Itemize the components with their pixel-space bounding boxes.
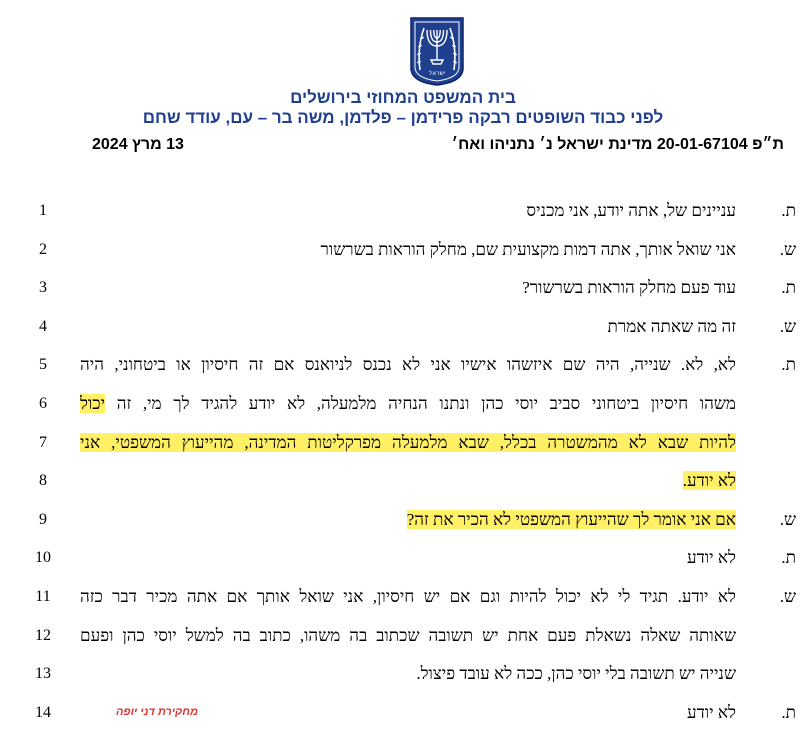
text-segment: אני שואל אותך, אתה דמות מקצועית שם, מחלק הוראות בשרשור [320, 239, 736, 259]
line-text [80, 659, 736, 689]
line-text [80, 350, 736, 380]
judges-panel: לפני כבוד השופטים רבקה פרידמן – פלדמן, משה בר – עם, עודד שחם [142, 108, 664, 127]
text-segment: לא, לא. שנייה, היה שם איזשהו אישיו אני לא נכנס לניואנס אם זה חיסיון או ביטחוני, היה [80, 355, 736, 375]
text-segment: שאותה שאלה נשאלת פעם אחת יש תשובה שכתוב בה משהו, כתוב בה למשל יוסי כהן ופעם [80, 625, 736, 645]
line-text [80, 505, 736, 535]
line-number: 9 [39, 510, 47, 528]
line-number: 5 [39, 356, 47, 374]
emblem-text: ישראל [428, 70, 446, 77]
line-text [80, 312, 736, 342]
line-number: 13 [35, 665, 51, 683]
line-number: 7 [39, 433, 47, 451]
text-segment: משהו חיסיון ביטחוני סביב יוסי כהן ונתנו הנחיה מלמעלה, לא יודע להגיד לך מי, זה [105, 394, 736, 413]
speaker-label: ת. [781, 702, 796, 722]
text-segment: לא יודע [686, 548, 736, 568]
transcript-line [0, 428, 806, 458]
line-number: 11 [35, 588, 51, 605]
text-segment: עוד פעם מחלק הוראות בשרשור? [522, 278, 736, 298]
text-segment: שנייה יש תשובה בלי יוסי כהן, ככה לא עובד פיצול. [416, 664, 736, 684]
transcript-line [0, 389, 806, 419]
transcript-line [0, 196, 806, 226]
speaker-label: ש. [779, 316, 796, 336]
line-text [80, 543, 736, 573]
speaker-label: ת. [781, 548, 796, 568]
transcript-line [0, 235, 806, 265]
text-segment: זה מה שאתה אמרת [607, 316, 736, 336]
line-number: 14 [35, 703, 51, 721]
speaker-label: ש. [779, 239, 796, 259]
speaker-label: ש. [779, 509, 796, 529]
transcript-line [0, 312, 806, 342]
line-number: 3 [39, 279, 47, 297]
text-segment: לא יודע. תגיד לי לא יכול להיות וגם אם יש חיסיון, אני שואל אותך אם אתה מכיר דבר כזה [80, 587, 736, 606]
transcript-line [0, 466, 806, 496]
line-text [80, 466, 736, 496]
case-number: ת״פ 20-01-67104 מדינת ישראל נ׳ נתניהו ואח׳ [451, 136, 784, 153]
transcript-line [0, 659, 806, 689]
highlighted-text: להיות שבא לא מהמשטרה בכלל, שבא מלמעלה מפרקליטות המדינה, מהייעוץ המשפטי, אני [80, 432, 736, 452]
transcript-line [0, 273, 806, 303]
line-number: 4 [39, 317, 47, 335]
transcript-line [0, 350, 806, 380]
highlighted-text: אם אני אומר לך שהייעוץ המשפטי לא הכיר את זה? [406, 509, 736, 529]
line-text [80, 621, 736, 651]
speaker-label: ת. [781, 355, 796, 375]
highlighted-text: יכול [80, 394, 106, 413]
line-number: 10 [35, 549, 51, 567]
text-segment: עניינים של, אתה יודע, אני מכניס [526, 201, 736, 220]
transcript-line [0, 505, 806, 535]
line-number: 6 [39, 395, 47, 412]
speaker-label: ת. [781, 278, 796, 298]
speaker-label: ת. [781, 201, 796, 220]
line-text [80, 273, 736, 303]
transcript-line [0, 621, 806, 651]
watermark: מחקירת דני יופה [116, 706, 198, 718]
line-text [80, 235, 736, 265]
line-number: 2 [39, 240, 47, 258]
text-segment: לא יודע [686, 702, 736, 722]
court-name: בית המשפט המחוזי בירושלים [290, 88, 516, 107]
transcript-line [0, 543, 806, 573]
line-text [80, 389, 736, 419]
transcript-line [0, 582, 806, 612]
highlighted-text: לא יודע. [682, 471, 736, 491]
line-number: 8 [39, 472, 47, 490]
line-text [80, 196, 736, 226]
speaker-label: ש. [779, 587, 796, 606]
line-number: 1 [39, 202, 47, 219]
line-number: 12 [35, 626, 51, 644]
hearing-date: 13 מרץ 2024 [92, 136, 184, 153]
line-text [80, 428, 736, 458]
line-text [80, 582, 736, 612]
